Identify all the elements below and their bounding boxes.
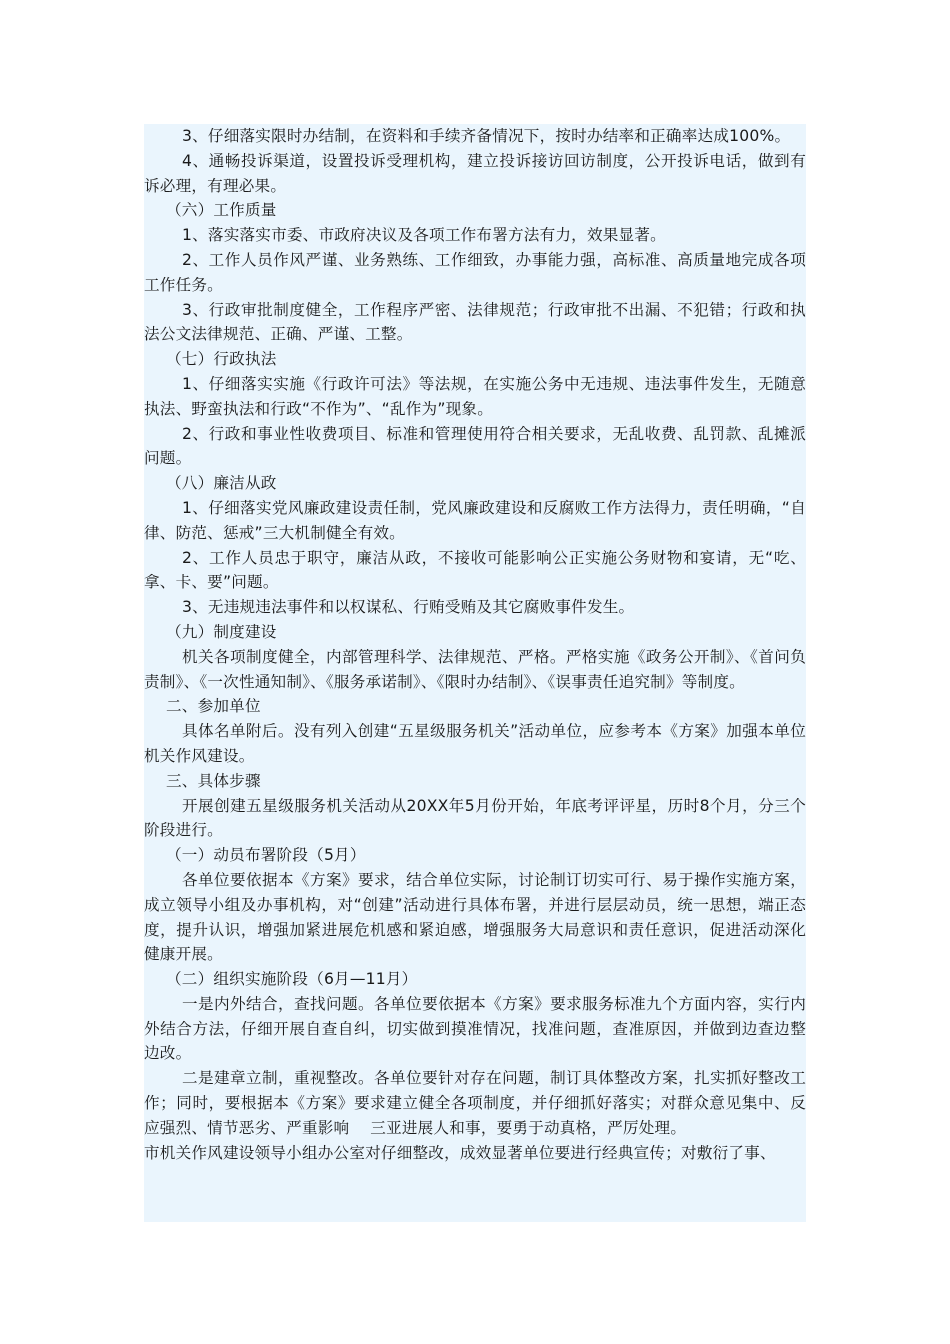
paragraph: 3、行政审批制度健全，工作程序严密、法律规范；行政审批不出漏、不犯错；行政和执法公文法律规范、正确、严谨、工整。 [144,300,806,344]
subsection-heading: （一）动员布署阶段（5月） [166,846,366,865]
subsection-heading: （九）制度建设 [166,622,277,641]
subsection-heading: （二）组织实施阶段（6月—11月） [166,970,418,989]
subsection-heading: （八）廉洁从政 [166,474,277,493]
paragraph: 机关各项制度健全，内部管理科学、法律规范、严格。严格实施《政务公开制》、《首问负责制》、《一次性通知制》、《服务承诺制》、《限时办结制》、《误事责任追究制》等制度。 [144,647,806,691]
section-heading: 二、参加单位 [166,697,261,716]
paragraph: 2、工作人员忠于职守，廉洁从政，不接收可能影响公正实施公务财物和宴请，无“吃、拿、卡、要”问题。 [144,548,806,592]
paragraph: 一是内外结合，查找问题。各单位要依据本《方案》要求服务标准九个方面内容，实行内外结合方法，仔细开展自查自纠，切实做到摸准情况，找准问题，查准原因，并做到边查边整边改。 [144,994,806,1063]
paragraph: 1、落实落实市委、市政府决议及各项工作布署方法有力，效果显著。 [182,226,666,245]
paragraph: 各单位要依据本《方案》要求，结合单位实际，讨论制订切实可行、易于操作实施方案，成立领导小组及办事机构，对“创建”活动进行具体布署，并进行层层动员，统一思想，端正态度，提升认识，增强加紧进展危机感和紧迫感，增强服务大局意识和责任意识，促进活动深化健康开展。 [144,870,806,964]
document-body [144,124,806,1222]
paragraph: 二是建章立制，重视整改。各单位要针对存在问题，制订具体整改方案，扎实抓好整改工作；同时，要根据本《方案》要求建立健全各项制度，并仔细抓好落实；对群众意见集中、反应强烈、情节恶劣、严重影响 三亚进展人和事，要勇于动真格，严厉处理。 [144,1069,806,1137]
paragraph: 4、通畅投诉渠道，设置投诉受理机构，建立投诉接访回访制度，公开投诉电话，做到有诉必理，有理必果。 [144,151,806,195]
section-heading: 三、具体步骤 [166,771,261,790]
paragraph: 3、仔细落实限时办结制，在资料和手续齐备情况下，按时办结率和正确率达成100%。 [182,127,791,145]
subsection-heading: （六）工作质量 [166,201,277,220]
paragraph: 具体名单附后。没有列入创建“五星级服务机关”活动单位，应参考本《方案》加强本单位机关作风建设。 [144,722,806,765]
paragraph-continued: 市机关作风建设领导小组办公室对仔细整改，成效显著单位要进行经典宣传；对敷衍了事、 [144,1143,776,1162]
paragraph: 开展创建五星级服务机关活动从20XX年5月份开始，年底考评评星，历时8个月，分三个阶段进行。 [144,796,806,840]
paragraph: 2、行政和事业性收费项目、标准和管理使用符合相关要求，无乱收费、乱罚款、乱摊派问题。 [144,424,806,468]
paragraph: 3、无违规违法事件和以权谋私、行贿受贿及其它腐败事件发生。 [182,598,635,617]
paragraph: 1、仔细落实党风廉政建设责任制，党风廉政建设和反腐败工作方法得力，责任明确，“自律、防范、惩戒”三大机制健全有效。 [144,498,806,542]
paragraph: 1、仔细落实实施《行政许可法》等法规，在实施公务中无违规、违法事件发生，无随意执法、野蛮执法和行政“不作为”、“乱作为”现象。 [144,374,806,418]
subsection-heading: （七）行政执法 [166,350,277,369]
paragraph: 2、工作人员作风严谨、业务熟练、工作细致，办事能力强，高标准、高质量地完成各项工作任务。 [144,250,806,294]
